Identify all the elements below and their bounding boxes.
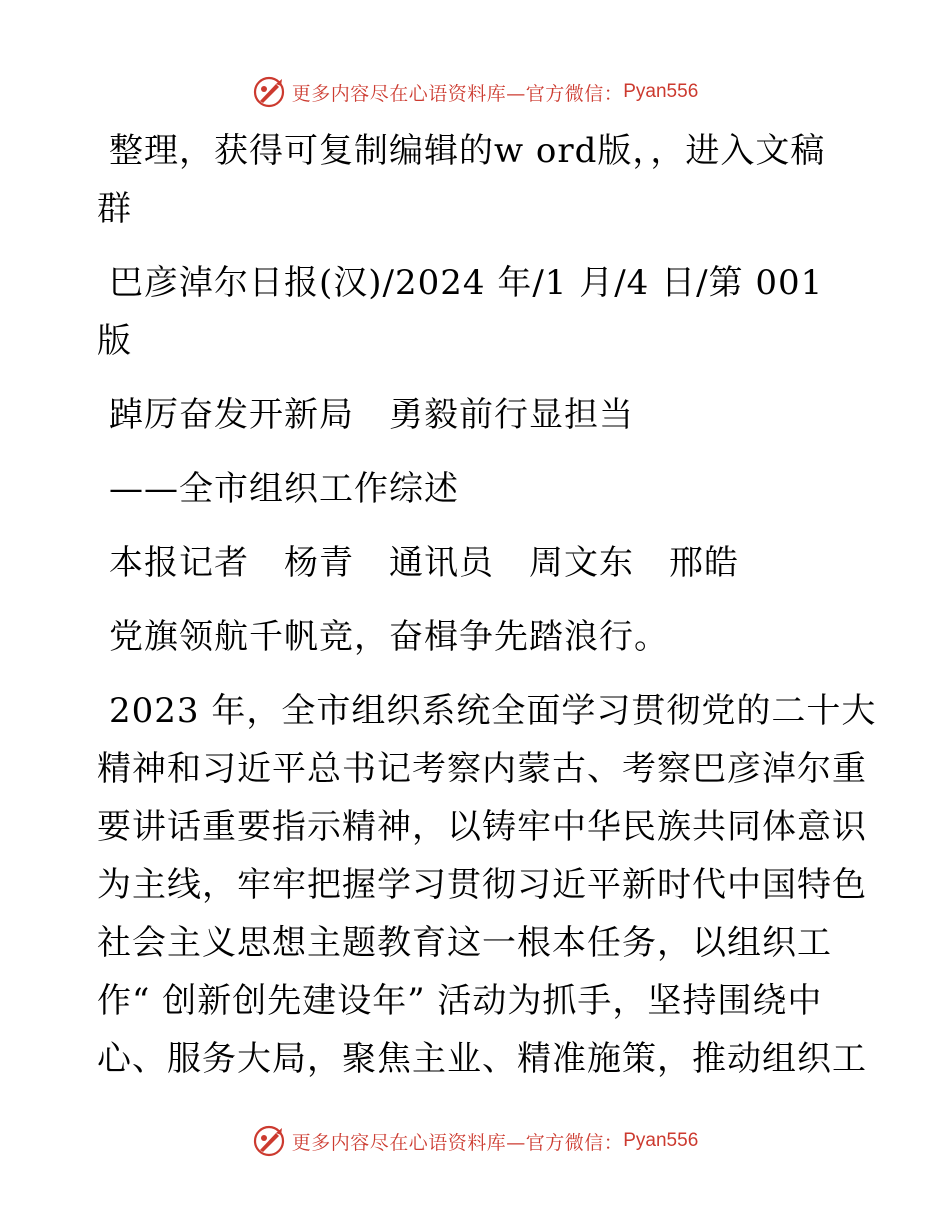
paragraph-lead	[97, 608, 857, 666]
text-line: 心、服务大局，聚焦主业、精准施策，推动组织工	[97, 1039, 867, 1079]
text-line: 2023 年，全市组织系统全面学习贯彻党的二十大	[109, 691, 877, 731]
banner-account: Pyan556	[623, 1130, 699, 1151]
text-line: 本报记者 杨青 通讯员 周文东 邢皓	[109, 543, 739, 583]
paragraph-intro	[97, 122, 857, 238]
text-line: ——全市组织工作综述	[109, 469, 459, 509]
text-line: 版	[97, 321, 132, 361]
text-line: 精神和习近平总书记考察内蒙古、考察巴彦淖尔重	[97, 749, 867, 789]
text-line: 党旗领航千帆竞，奋楫争先踏浪行。	[109, 617, 669, 657]
quill-pen-logo-icon	[252, 1124, 286, 1158]
article-subtitle	[97, 460, 857, 518]
banner-account: Pyan556	[623, 81, 699, 102]
text-line: 巴彦淖尔日报(汉)/2024 年/1 月/4 日/第 001	[109, 263, 824, 303]
paragraph-body	[97, 682, 877, 1088]
text-line: 作“ 创新创先建设年” 活动为抓手，坚持围绕中	[97, 981, 823, 1021]
footer-banner	[0, 1119, 950, 1163]
document-body	[97, 122, 877, 1104]
article-title	[97, 386, 857, 444]
paragraph-source	[97, 254, 857, 370]
text-line: 踔厉奋发开新局 勇毅前行显担当	[109, 395, 634, 435]
quill-pen-logo-icon	[252, 75, 286, 109]
text-line: 社会主义思想主题教育这一根本任务，以组织工	[97, 923, 832, 963]
banner-text: 更多内容尽在心语资料库—官方微信：	[291, 1131, 624, 1154]
text-line: 要讲话重要指示精神，以铸牢中华民族共同体意识	[97, 807, 867, 847]
banner-text: 更多内容尽在心语资料库—官方微信：	[291, 82, 624, 105]
header-banner	[0, 70, 950, 114]
article-byline	[97, 534, 857, 592]
text-line: 整理，获得可复制编辑的w ord版，，进入文稿	[109, 131, 826, 171]
text-line: 为主线，牢牢把握学习贯彻习近平新时代中国特色	[97, 865, 867, 905]
text-line: 群	[97, 189, 132, 229]
